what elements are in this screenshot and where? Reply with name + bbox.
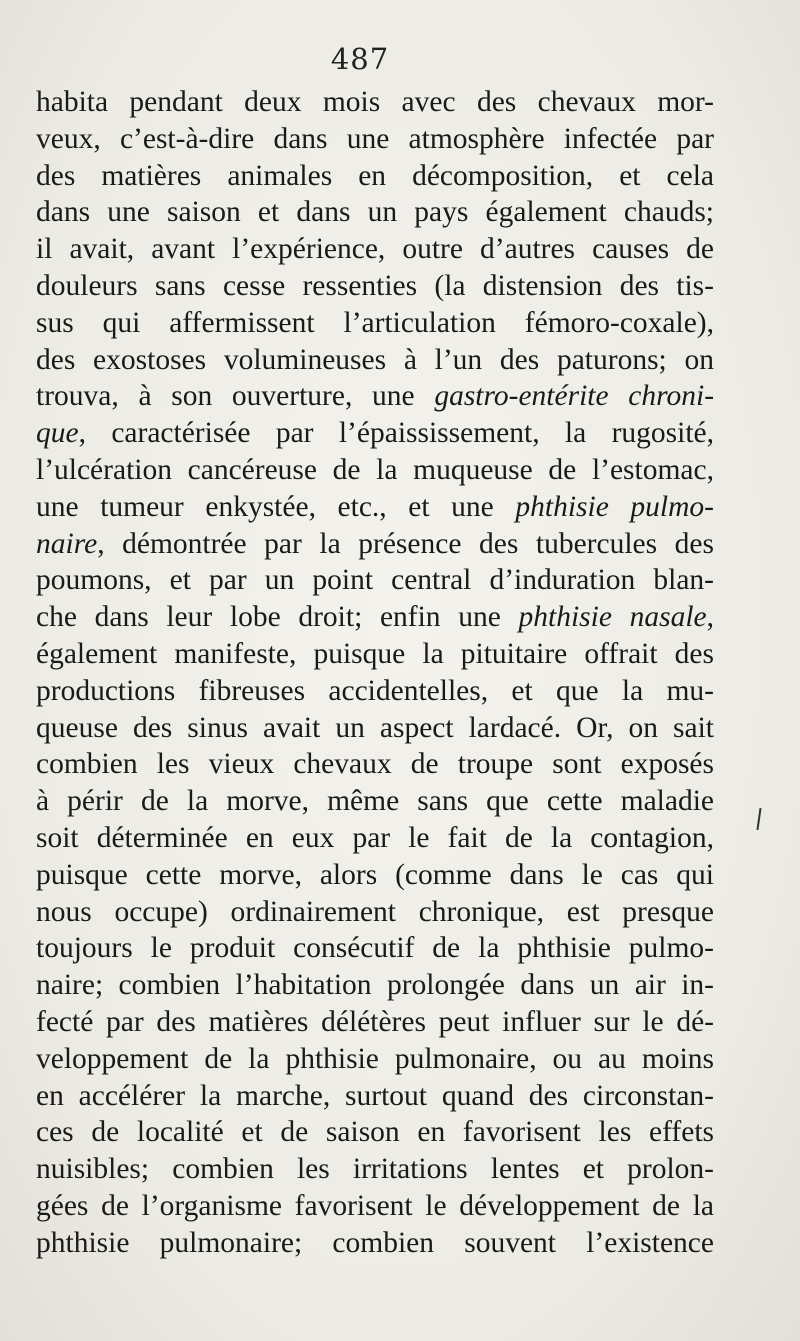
text-segment: productions fibreuses accidentelles, et que la mu- <box>36 674 714 707</box>
text-segment: combien les vieux chevaux de troupe sont exposés <box>36 748 714 781</box>
text-segment: soit déterminée en eux par le fait de la contagion, <box>36 821 714 854</box>
text-line <box>36 1078 714 1115</box>
italic-text: que <box>36 417 79 450</box>
text-segment: des exostoses volumineuses à l’un des paturons; on <box>36 343 714 376</box>
text-segment: naire; combien l’habitation prolongée dans un air in- <box>36 969 714 1002</box>
text-segment: toujours le produit consécutif de la phthisie pulmo- <box>36 932 714 965</box>
text-segment: sus qui affermissent l’articulation fémoro-coxale), <box>36 306 714 339</box>
text-line <box>36 930 714 967</box>
text-line <box>36 820 714 857</box>
text-segment: puisque cette morve, alors (comme dans le cas qui <box>36 858 714 891</box>
text-line <box>36 636 714 673</box>
text-segment: dans une saison et dans un pays également chauds; <box>36 196 714 229</box>
text-segment: veloppement de la phthisie pulmonaire, ou au moins <box>36 1042 714 1075</box>
text-segment: fecté par des matières délétères peut influer sur le dé- <box>36 1005 714 1038</box>
italic-text: phthisie nasale <box>518 601 707 634</box>
text-segment: il avait, avant l’expérience, outre d’autres causes de <box>36 233 714 266</box>
text-segment: douleurs sans cesse ressenties (la distension des tis- <box>36 269 714 302</box>
text-line <box>36 967 714 1004</box>
text-segment: gées de l’organisme favorisent le développement de la <box>36 1189 714 1222</box>
text-line <box>36 342 714 379</box>
text-line <box>36 783 714 820</box>
page-number: 487 <box>330 42 390 76</box>
text-segment: , caractérisée par l’épaississement, la rugosité, <box>78 417 714 450</box>
text-line <box>36 1041 714 1078</box>
text-segment: veux, c’est-à-dire dans une atmosphère infectée par <box>36 122 714 155</box>
text-line <box>36 452 714 489</box>
text-line <box>36 415 714 452</box>
text-line <box>36 194 714 231</box>
text-line <box>36 1188 714 1225</box>
text-segment: phthisie pulmonaire; combien souvent l’existence <box>36 1226 714 1259</box>
italic-text: naire <box>36 527 98 560</box>
text-segment: à périr de la morve, même sans que cette maladie <box>36 785 714 818</box>
text-segment: che dans leur lobe droit; enfin une <box>36 601 519 634</box>
text-segment: , <box>706 601 714 634</box>
text-segment: l’ulcération cancéreuse de la muqueuse de l’estomac, <box>36 453 714 486</box>
text-segment: en accélérer la marche, surtout quand des circonstan- <box>36 1079 714 1112</box>
text-segment: trouva, à son ouverture, une <box>36 380 435 413</box>
text-segment: une tumeur enkystée, etc., et une <box>36 490 516 523</box>
text-segment: également manifeste, puisque la pituitaire offrait des <box>36 637 714 670</box>
text-segment: habita pendant deux mois avec des chevaux mor- <box>36 86 714 118</box>
text-segment: nous occupe) ordinairement chronique, est presque <box>36 895 714 928</box>
text-segment: des matières animales en décomposition, et cela <box>36 159 714 192</box>
text-line <box>36 1225 714 1262</box>
text-line <box>36 746 714 783</box>
text-segment: poumons, et par un point central d’induration blan- <box>36 564 714 597</box>
text-segment: nuisibles; combien les irritations lentes et prolon- <box>36 1153 714 1186</box>
text-segment: ces de localité et de saison en favorisent les effets <box>36 1116 714 1149</box>
text-segment: , démontrée par la présence des tubercules des <box>97 527 714 560</box>
text-line <box>36 1151 714 1188</box>
text-line <box>36 305 714 342</box>
text-line <box>36 158 714 195</box>
text-line <box>36 526 714 563</box>
text-line <box>36 268 714 305</box>
body-text <box>36 84 714 1262</box>
italic-text: gastro-entérite chroni- <box>434 380 715 413</box>
italic-text: phthisie pulmo- <box>515 490 714 523</box>
text-line <box>36 1114 714 1151</box>
text-line <box>36 710 714 747</box>
text-line <box>36 857 714 894</box>
text-line <box>36 562 714 599</box>
text-line <box>36 599 714 636</box>
text-line <box>36 84 714 121</box>
text-line <box>36 121 714 158</box>
text-segment: queuse des sinus avait un aspect lardacé. Or, on sait <box>36 711 714 744</box>
text-line <box>36 1004 714 1041</box>
text-line <box>36 378 714 415</box>
text-line <box>36 894 714 931</box>
margin-mark <box>756 808 761 830</box>
text-line <box>36 673 714 710</box>
text-line <box>36 231 714 268</box>
text-line <box>36 489 714 526</box>
